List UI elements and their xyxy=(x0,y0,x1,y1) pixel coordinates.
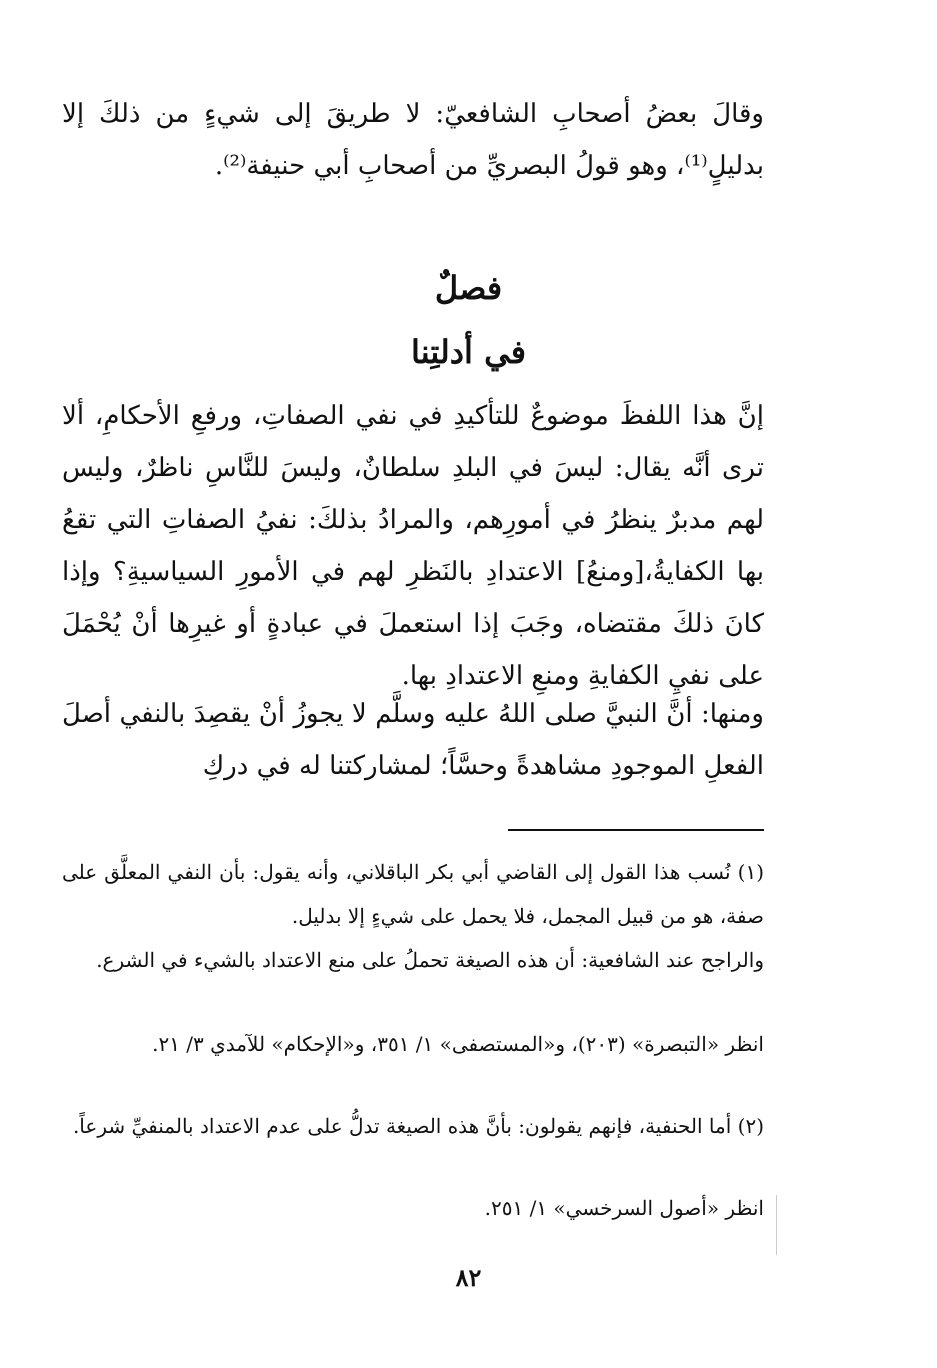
footnote-1-continuation: والراجح عند الشافعية: أن هذه الصيغة تحملُ على منع الاعتداد بالشيء في الشرع. xyxy=(96,948,764,972)
footnote-1: (١) نُسب هذا القول إلى القاضي أبي بكر الباقلاني، وأنه يقول: بأن النفي المعلَّق على صفة، هو من قبيل المجمل، فلا يحمل على شيءٍ إلا بدليل. xyxy=(62,860,764,928)
footnote-separator xyxy=(508,829,764,831)
section-title: فصلٌ xyxy=(434,269,503,307)
footnote-1-reference: انظر «التبصرة» (٢٠٣)، و«المستصفى» ١/ ٣٥١، و«الإحكام» للآمدي ٣/ ٢١. xyxy=(152,1032,764,1056)
footnote-2: (٢) أما الحنفية، فإنهم يقولون: بأنَّ هذه الصيغة تدلُّ على عدم الاعتداد بالمنفيِّ شرعاً. xyxy=(72,1114,764,1138)
footnote-2-reference: انظر «أصول السرخسي» ١/ ٢٥١. xyxy=(484,1196,764,1220)
body-paragraph-2: ومنها: أنَّ النبيَّ صلى اللهُ عليه وسلَّم لا يجوزُ أنْ يقصِدَ بالنفي أصلَ الفعلِ الموجودِ مشاهدةً وحسَّاً؛ لمشاركتنا له في دركِ xyxy=(62,699,764,781)
intro-paragraph: وقالَ بعضُ أصحابِ الشافعيّ: لا طريقَ إلى شيءٍ من ذلكَ إلا بدليلٍ⁽¹⁾، وهو قولُ البصريِّ من أصحابِ أبي حنيفة⁽²⁾. xyxy=(62,99,764,181)
body-paragraph-1: إنَّ هذا اللفظَ موضوعٌ للتأكيدِ في نفي الصفاتِ، ورفعِ الأحكامِ، ألا ترى أنَّه يقال: ليسَ في البلدِ سلطانٌ، وليسَ للنَّاسِ ناظرٌ، وليس لهم مدبرٌ ينظرُ في أمورِهم، والمرادُ بذلكَ: نفيُ الصفاتِ التي تقعُ بها الكفايةُ،[ومنعُ] الاعتدادِ بالنَظرِ لهم في الأمورِ السياسيةِ؟ وإذا كانَ ذلكَ مقتضاه، وجَبَ إذا استعملَ في عبادةٍ أو غيرِها أنْ يُحْمَلَ على نفيِ الكفايةِ ومنعِ الاعتدادِ بها. xyxy=(62,401,764,691)
scan-edge-line xyxy=(776,1195,777,1255)
section-subtitle: في أدلتِنا xyxy=(410,333,527,371)
page-number: ٨٢ xyxy=(455,1263,482,1292)
